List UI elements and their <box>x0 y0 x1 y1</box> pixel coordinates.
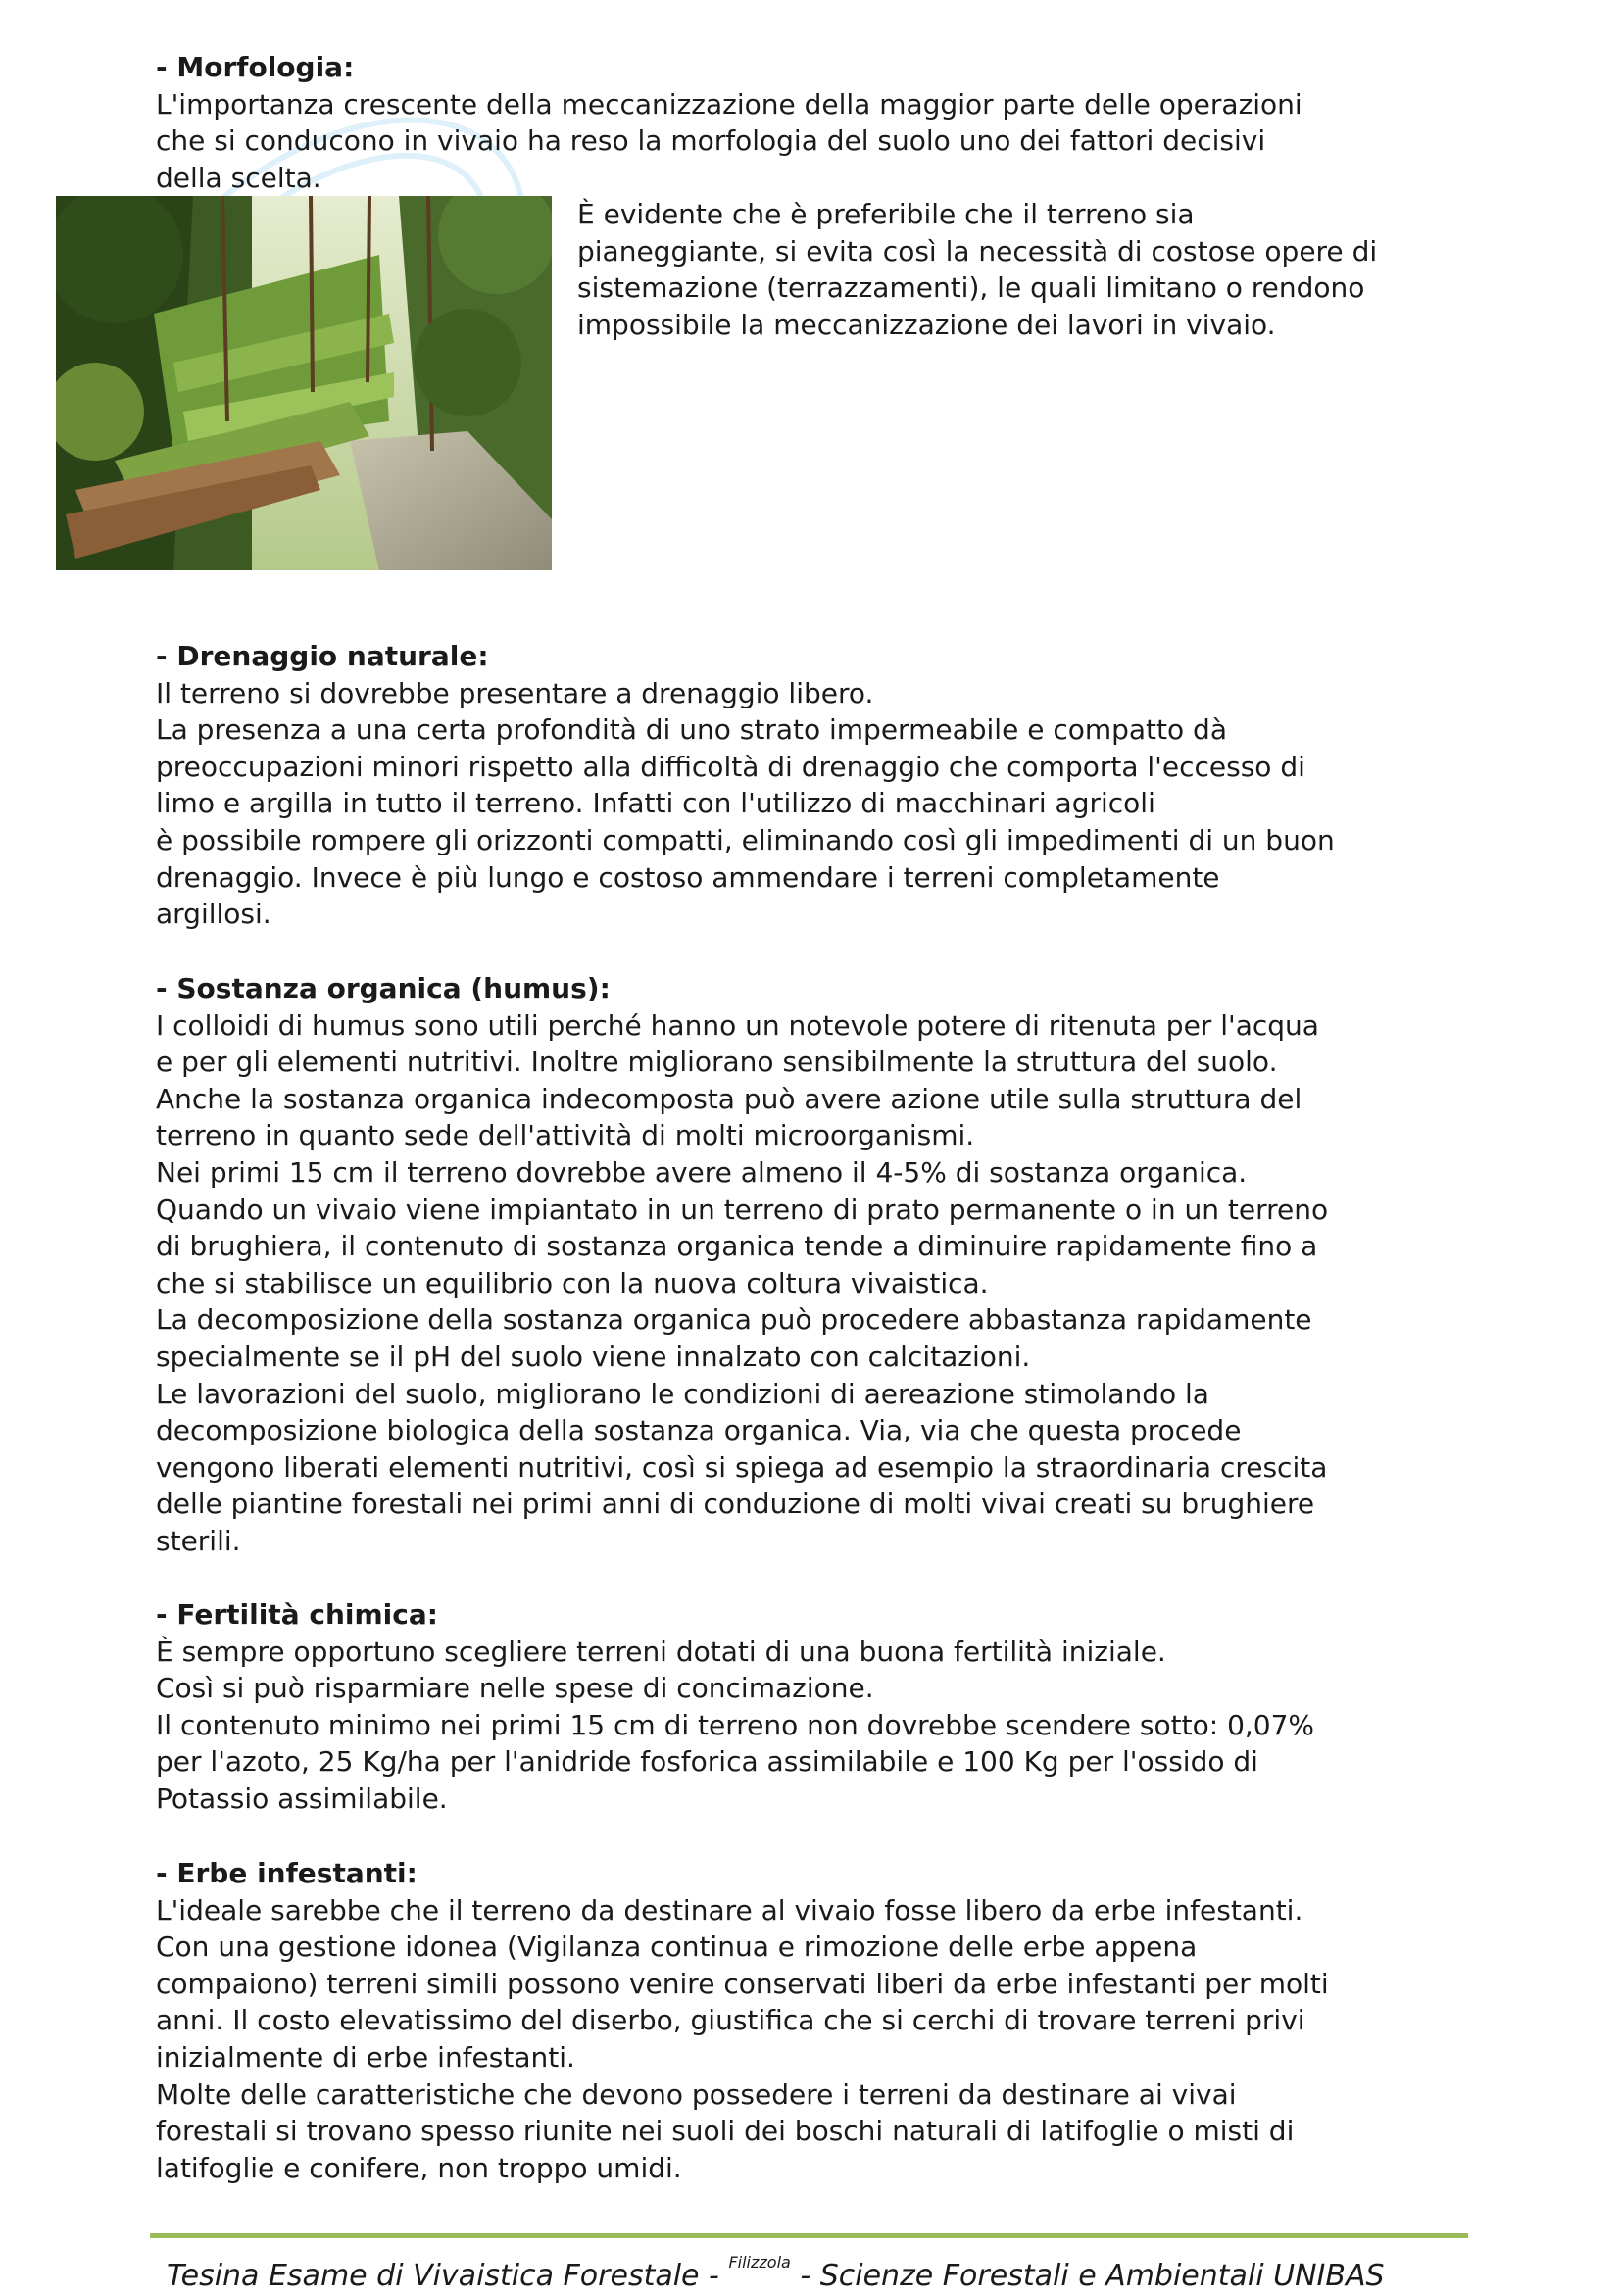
paragraph-line: anni. Il costo elevatissimo del diserbo, giustifica che si cerchi di trovare terreni privi <box>156 2004 1305 2037</box>
paragraph-line: per l'azoto, 25 Kg/ha per l'anidride fosforica assimilabile e 100 Kg per l'ossido di <box>156 1745 1258 1779</box>
paragraph-line: compaiono) terreni simili possono venire conservati liberi da erbe infestanti per molti <box>156 1967 1329 2000</box>
paragraph-line: L'ideale sarebbe che il terreno da destinare al vivaio fosse libero da erbe infestanti. <box>156 1893 1303 1927</box>
section-sostanza-organica <box>156 970 1469 1560</box>
paragraph-line: È sempre opportuno scegliere terreni dotati di una buona fertilità iniziale. <box>156 1635 1166 1668</box>
section-erbe-infestanti <box>156 1855 1469 2186</box>
paragraph-line: di brughiera, il contenuto di sostanza organica tende a diminuire rapidamente fino a <box>156 1230 1318 1263</box>
paragraph-line: è possibile rompere gli orizzonti compatti, eliminando così gli impedimenti di un buon <box>156 823 1335 856</box>
paragraph-line: terreno in quanto sede dell'attività di molti microorganismi. <box>156 1119 975 1152</box>
paragraph-line: inizialmente di erbe infestanti. <box>156 2040 575 2074</box>
footer-left-text: Tesina Esame di Vivaistica Forestale - <box>167 2259 719 2293</box>
paragraph-line: Il terreno si dovrebbe presentare a drenaggio libero. <box>156 676 874 709</box>
section-morfologia <box>156 49 1469 196</box>
footer-rule <box>150 2233 1468 2238</box>
paragraph-line: impossibile la meccanizzazione dei lavori in vivaio. <box>577 308 1276 341</box>
footer-author: Filizzola <box>728 2253 791 2272</box>
paragraph-line: della scelta. <box>156 161 321 194</box>
paragraph-line: Con una gestione idonea (Vigilanza continua e rimozione delle erbe appena <box>156 1930 1198 1964</box>
paragraph-line: forestali si trovano spesso riunite nei suoli dei boschi naturali di latifoglie o misti di <box>156 2115 1295 2148</box>
terraced-slope-photo <box>56 196 552 570</box>
paragraph-line: Anche la sostanza organica indecomposta può avere azione utile sulla struttura del <box>156 1082 1302 1115</box>
paragraph-line: latifoglie e conifere, non troppo umidi. <box>156 2151 682 2184</box>
section-heading: - Fertilità chimica: <box>156 1598 438 1631</box>
paragraph-line: delle piantine forestali nei primi anni di conduzione di molti vivai creati su brughiere <box>156 1488 1315 1521</box>
paragraph-line: Nei primi 15 cm il terreno dovrebbe avere almeno il 4-5% di sostanza organica. <box>156 1155 1248 1189</box>
paragraph-line: Le lavorazioni del suolo, migliorano le condizioni di aereazione stimolando la <box>156 1377 1209 1410</box>
paragraph-line: decomposizione biologica della sostanza organica. Via, via che questa procede <box>156 1414 1242 1447</box>
paragraph-line: Il contenuto minimo nei primi 15 cm di terreno non dovrebbe scendere sotto: 0,07% <box>156 1708 1315 1741</box>
paragraph-line: Potassio assimilabile. <box>156 1782 448 1815</box>
page-footer <box>167 2243 1470 2296</box>
paragraph-line: che si conducono in vivaio ha reso la morfologia del suolo uno dei fattori decisivi <box>156 124 1266 158</box>
section-heading: - Erbe infestanti: <box>156 1857 418 1889</box>
section-fertilita <box>156 1596 1469 1818</box>
paragraph-line: vengono liberati elementi nutritivi, così si spiega ad esempio la straordinaria crescita <box>156 1450 1328 1484</box>
paragraph-line: sistemazione (terrazzamenti), le quali limitano o rendono <box>577 271 1365 305</box>
paragraph-line: Molte delle caratteristiche che devono possedere i terreni da destinare ai vivai <box>156 2077 1237 2111</box>
section-drenaggio <box>156 638 1469 933</box>
paragraph-line: È evidente che è preferibile che il terreno sia <box>577 198 1195 230</box>
paragraph-line: La decomposizione della sostanza organica può procedere abbastanza rapidamente <box>156 1303 1312 1337</box>
paragraph-line: La presenza a una certa profondità di uno strato impermeabile e compatto dà <box>156 713 1227 747</box>
paragraph-line: specialmente se il pH del suolo viene innalzato con calcitazioni. <box>156 1340 1031 1373</box>
paragraph-line: Così si può risparmiare nelle spese di concimazione. <box>156 1672 874 1705</box>
section-heading: - Morfologia: <box>156 51 355 83</box>
paragraph-line: Quando un vivaio viene impiantato in un terreno di prato permanente o in un terreno <box>156 1193 1329 1226</box>
section-heading: - Sostanza organica (humus): <box>156 972 611 1004</box>
morfologia-side-text <box>577 196 1469 343</box>
paragraph-line: sterili. <box>156 1524 241 1557</box>
paragraph-line: I colloidi di humus sono utili perché hanno un notevole potere di ritenuta per l'acqua <box>156 1008 1319 1042</box>
paragraph-line: drenaggio. Invece è più lungo e costoso ammendare i terreni completamente <box>156 860 1220 894</box>
section-heading: - Drenaggio naturale: <box>156 640 489 672</box>
paragraph-line: preoccupazioni minori rispetto alla difficoltà di drenaggio che comporta l'eccesso di <box>156 750 1305 783</box>
paragraph-line: che si stabilisce un equilibrio con la nuova coltura vivaistica. <box>156 1266 989 1299</box>
paragraph-line: argillosi. <box>156 898 271 931</box>
footer-right-text: - Scienze Forestali e Ambientali UNIBAS <box>800 2259 1385 2293</box>
paragraph-line: L'importanza crescente della meccanizzazione della maggior parte delle operazioni <box>156 87 1302 121</box>
paragraph-line: pianeggiante, si evita così la necessità di costose opere di <box>577 234 1378 268</box>
paragraph-line: e per gli elementi nutritivi. Inoltre migliorano sensibilmente la struttura del suolo. <box>156 1046 1278 1079</box>
paragraph-line: limo e argilla in tutto il terreno. Infatti con l'utilizzo di macchinari agricoli <box>156 787 1155 820</box>
